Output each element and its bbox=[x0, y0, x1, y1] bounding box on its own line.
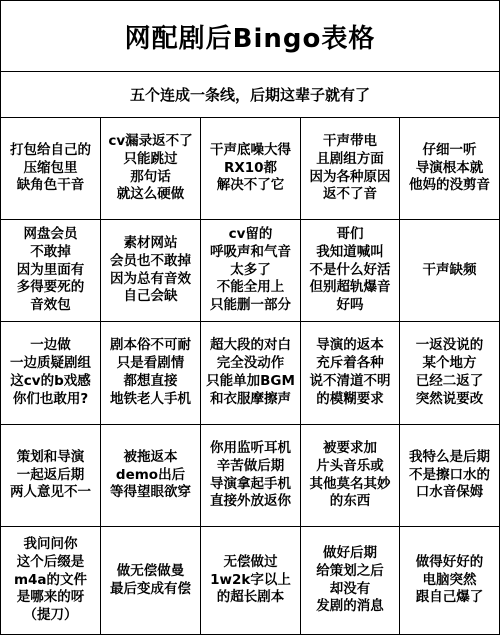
bingo-cell-text: 做得好好的 电脑突然 跟自己爆了 bbox=[415, 553, 484, 606]
bingo-cell-text: 超大段的对白 完全没动作 只能单加BGM 和衣服摩擦声 bbox=[206, 337, 295, 407]
bingo-cell-text: 无偿做过 1w2k字以上 的超长剧本 bbox=[210, 553, 291, 606]
bingo-cell-text: 哥们 我知道喊叫 不是什么好活 但别超轨爆音 好吗 bbox=[309, 225, 391, 314]
bingo-cell-text: cv留的 呼吸声和气音 太多了 不能全用上 只能删一部分 bbox=[210, 225, 291, 314]
bingo-cell-text: 网盘会员 不敢掉 因为里面有 多得要死的 音效包 bbox=[16, 225, 85, 314]
bingo-cell bbox=[101, 322, 201, 425]
bingo-cell bbox=[101, 425, 201, 527]
bingo-cell-text: 剧本俗不可耐 只是看剧情 都想直接 地铁老人手机 bbox=[110, 337, 191, 407]
bingo-cell-text: 我问问你 这个后缀是 m4a的文件 是哪来的呀 （提刀） bbox=[13, 535, 88, 624]
bingo-cell-text: 仔细一听 导演根本就 他妈的没剪音 bbox=[409, 141, 490, 194]
bingo-cell bbox=[201, 322, 301, 425]
bingo-cell bbox=[400, 425, 499, 527]
bingo-cell bbox=[400, 220, 499, 322]
bingo-cell-text: 策划和导演 一起返后期 两人意见不一 bbox=[10, 448, 91, 501]
bingo-cell-text: 素材网站 会员也不敢掉 因为总有音效 自己会缺 bbox=[110, 234, 191, 305]
title-row bbox=[1, 1, 499, 72]
bingo-cell bbox=[301, 425, 400, 527]
bingo-cell bbox=[201, 118, 301, 220]
bingo-cell bbox=[201, 527, 301, 634]
bingo-cell bbox=[400, 527, 499, 634]
bingo-cell bbox=[201, 425, 301, 527]
bingo-cell bbox=[101, 118, 201, 220]
bingo-cell-text: 被拖返本 demo出后 等得望眼欲穿 bbox=[110, 448, 191, 501]
page-subtitle: 五个连成一条线，后期这辈子就有了 bbox=[129, 86, 370, 104]
bingo-cell bbox=[301, 527, 400, 634]
bingo-cell-text: 一返没说的 某个地方 已经二返了 突然说要改 bbox=[415, 337, 484, 407]
bingo-cell-text: cv漏录返不了 只能跳过 那句话 就这么硬做 bbox=[108, 132, 193, 203]
bingo-cell-text: 干声带电 且剧组方面 因为各种原因 返不了音 bbox=[309, 132, 391, 203]
bingo-cell bbox=[1, 425, 101, 527]
bingo-cell-text: 我特么是后期 不是擦口水的 口水音保姆 bbox=[409, 448, 490, 501]
bingo-cell bbox=[400, 118, 499, 220]
bingo-cell-text: 打包给自己的 压缩包里 缺角色干音 bbox=[10, 141, 91, 194]
bingo-grid bbox=[1, 118, 499, 634]
bingo-cell bbox=[400, 322, 499, 425]
bingo-cell-text: 干声缺频 bbox=[422, 261, 477, 278]
bingo-cell-text: 被要求加 片头音乐或 其他莫名其妙 的东西 bbox=[309, 439, 391, 510]
bingo-cell bbox=[301, 118, 400, 220]
page-title: 网配剧后Bingo表格 bbox=[124, 23, 376, 54]
bingo-cell bbox=[1, 220, 101, 322]
bingo-cell bbox=[1, 118, 101, 220]
bingo-cell bbox=[101, 527, 201, 634]
bingo-cell bbox=[201, 220, 301, 322]
bingo-cell bbox=[1, 322, 101, 425]
bingo-cell-text: 导演的返本 充斥着各种 说不清道不明 的模糊要求 bbox=[309, 337, 391, 407]
bingo-cell-text: 干声底噪大得 RX10都 解决不了它 bbox=[210, 141, 291, 194]
bingo-cell bbox=[1, 527, 101, 634]
bingo-cell-text: 做无偿做曼 最后变成有偿 bbox=[110, 562, 191, 597]
subtitle-row bbox=[1, 72, 499, 118]
bingo-cell-text: 你用监听耳机 辛苦做后期 导演拿起手机 直接外放返你 bbox=[210, 439, 291, 510]
bingo-cell-text: 做好后期 给策划之后 却没有 发剧的消息 bbox=[316, 544, 384, 615]
bingo-cell bbox=[101, 220, 201, 322]
bingo-cell bbox=[301, 322, 400, 425]
bingo-cell bbox=[301, 220, 400, 322]
bingo-cell-text: 一边做 一边质疑剧组 这cv的b戏感 你们也敢用? bbox=[10, 337, 91, 407]
